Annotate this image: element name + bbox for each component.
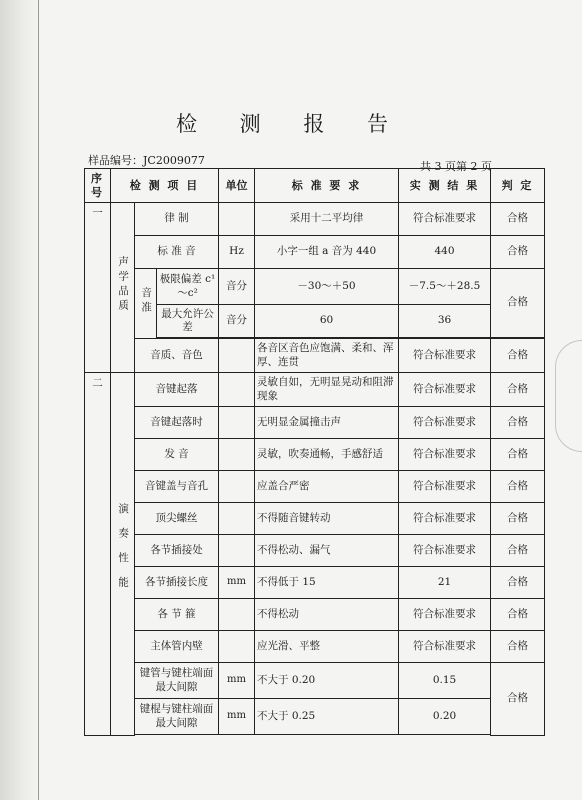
s2-unit: [219, 407, 255, 439]
item-temperament: 律 制: [135, 203, 219, 236]
table-row: [85, 535, 545, 567]
intonation-group: 音准: [135, 269, 157, 339]
s2-ver: 合格: [491, 567, 545, 599]
section1-category: 声学品质: [111, 203, 135, 373]
s2-ver: 合格: [491, 535, 545, 567]
ver-tone: 合格: [491, 339, 545, 373]
s2-res: 0.20: [399, 699, 491, 735]
table-row: [85, 503, 545, 535]
res-tolerance: 36: [399, 305, 491, 338]
spacer-row: [85, 735, 545, 736]
header-item: 检 测 项 目: [111, 169, 219, 203]
section1-seq: 一: [85, 203, 111, 373]
ver-standard-pitch: 合格: [491, 236, 545, 269]
table-row: [85, 699, 545, 735]
s2-std: 无明显金属撞击声: [255, 407, 399, 439]
s2-item: 音键盖与音孔: [135, 471, 219, 503]
s2-res: 21: [399, 567, 491, 599]
unit-cell: [219, 339, 255, 373]
s2-unit: [219, 631, 255, 663]
s2-unit: mm: [219, 699, 255, 735]
std-tone: 各音区音色应饱满、柔和、浑厚、连贯: [255, 339, 399, 373]
s2-res: 符合标准要求: [399, 535, 491, 567]
partial-stamp-mark: [555, 340, 582, 452]
std-standard-pitch: 小字一组 a 音为 440: [255, 236, 399, 269]
item-standard-pitch: 标 准 音: [135, 236, 219, 269]
s2-item: 键棍与键柱端面最大间隙: [135, 699, 219, 735]
ver-intonation: 合格: [491, 269, 545, 338]
spacer-cell: [135, 735, 491, 736]
s2-ver-gap: 合格: [491, 663, 545, 736]
res-deviation: －7.5～＋28.5: [399, 269, 491, 305]
unit-tolerance: 音分: [219, 305, 255, 338]
s2-std: 不得松动、漏气: [255, 535, 399, 567]
s2-unit: [219, 503, 255, 535]
s2-res: 符合标准要求: [399, 439, 491, 471]
ver-temperament: 合格: [491, 203, 545, 236]
s2-ver: 合格: [491, 599, 545, 631]
res-tone: 符合标准要求: [399, 339, 491, 373]
s2-std: 不得低于 15: [255, 567, 399, 599]
s2-item: 各节插接处: [135, 535, 219, 567]
s2-ver: 合格: [491, 439, 545, 471]
s2-ver: 合格: [491, 631, 545, 663]
table-row: [85, 203, 545, 236]
s2-ver: 合格: [491, 373, 545, 407]
s2-ver: 合格: [491, 503, 545, 535]
header-result: 实 测 结 果: [399, 169, 491, 203]
s2-std: 灵敏，吹奏通畅，手感舒适: [255, 439, 399, 471]
s2-item: 顶尖螺丝: [135, 503, 219, 535]
s2-item: 音键起落: [135, 373, 219, 407]
sample-number: 样品编号：JC2009077: [88, 154, 205, 167]
s2-item: 各 节 箍: [135, 599, 219, 631]
header-row: [85, 169, 545, 203]
header-seq: 序号: [85, 169, 111, 203]
s2-item: 发 音: [135, 439, 219, 471]
table-row: [85, 567, 545, 599]
item-deviation: 极限偏差 c¹～c²: [157, 269, 219, 305]
report-title: 检 测 报 告: [175, 112, 407, 136]
table-row: [85, 439, 545, 471]
res-standard-pitch: 440: [399, 236, 491, 269]
table-row: [85, 269, 545, 305]
s2-item: 各节插接长度: [135, 567, 219, 599]
s2-std: 应盖合严密: [255, 471, 399, 503]
s2-std: 不大于 0.25: [255, 699, 399, 735]
s2-item: 键管与键柱端面最大间隙: [135, 663, 219, 699]
s2-unit: mm: [219, 567, 255, 599]
s2-res: 符合标准要求: [399, 373, 491, 407]
s2-unit: mm: [219, 663, 255, 699]
s2-res: 符合标准要求: [399, 407, 491, 439]
table-row: [85, 407, 545, 439]
s2-ver: 合格: [491, 471, 545, 503]
s2-std: 不得随音键转动: [255, 503, 399, 535]
unit-standard-pitch: Hz: [219, 236, 255, 269]
s2-item: 音键起落时: [135, 407, 219, 439]
s2-res: 符合标准要求: [399, 599, 491, 631]
table-row: [85, 236, 545, 269]
header-unit: 单位: [219, 169, 255, 203]
header-standard: 标 准 要 求: [255, 169, 399, 203]
header-verdict: 判 定: [491, 169, 545, 203]
s2-unit: [219, 373, 255, 407]
table-row: [85, 663, 545, 699]
s2-std: 应光滑、平整: [255, 631, 399, 663]
std-tolerance: 60: [255, 305, 399, 338]
section2-seq: 二: [85, 373, 111, 736]
std-deviation: －30～＋50: [255, 269, 399, 305]
unit-cell: [219, 203, 255, 236]
table-row: [85, 599, 545, 631]
section2-category: 演奏性能: [111, 373, 135, 736]
s2-unit: [219, 599, 255, 631]
s2-unit: [219, 535, 255, 567]
s2-ver: 合格: [491, 407, 545, 439]
item-tone: 音质、音色: [135, 339, 219, 373]
s2-res: 0.15: [399, 663, 491, 699]
table-row: [85, 471, 545, 503]
table-row: [85, 631, 545, 663]
s2-res: 符合标准要求: [399, 631, 491, 663]
s2-item: 主体管内壁: [135, 631, 219, 663]
s2-std: 不大于 0.20: [255, 663, 399, 699]
s2-unit: [219, 439, 255, 471]
res-temperament: 符合标准要求: [399, 203, 491, 236]
table-row: [85, 373, 545, 407]
table-row: [85, 339, 545, 373]
unit-deviation: 音分: [219, 269, 255, 305]
std-temperament: 采用十二平均律: [255, 203, 399, 236]
s2-unit: [219, 471, 255, 503]
test-report-table: [84, 168, 545, 736]
s2-std: 不得松动: [255, 599, 399, 631]
page-info: 共 3 页第 2 页: [420, 160, 492, 173]
item-tolerance: 最大允许公差: [157, 305, 219, 338]
s2-res: 符合标准要求: [399, 471, 491, 503]
s2-std: 灵敏自如，无明显晃动和阻滞现象: [255, 373, 399, 407]
s2-res: 符合标准要求: [399, 503, 491, 535]
